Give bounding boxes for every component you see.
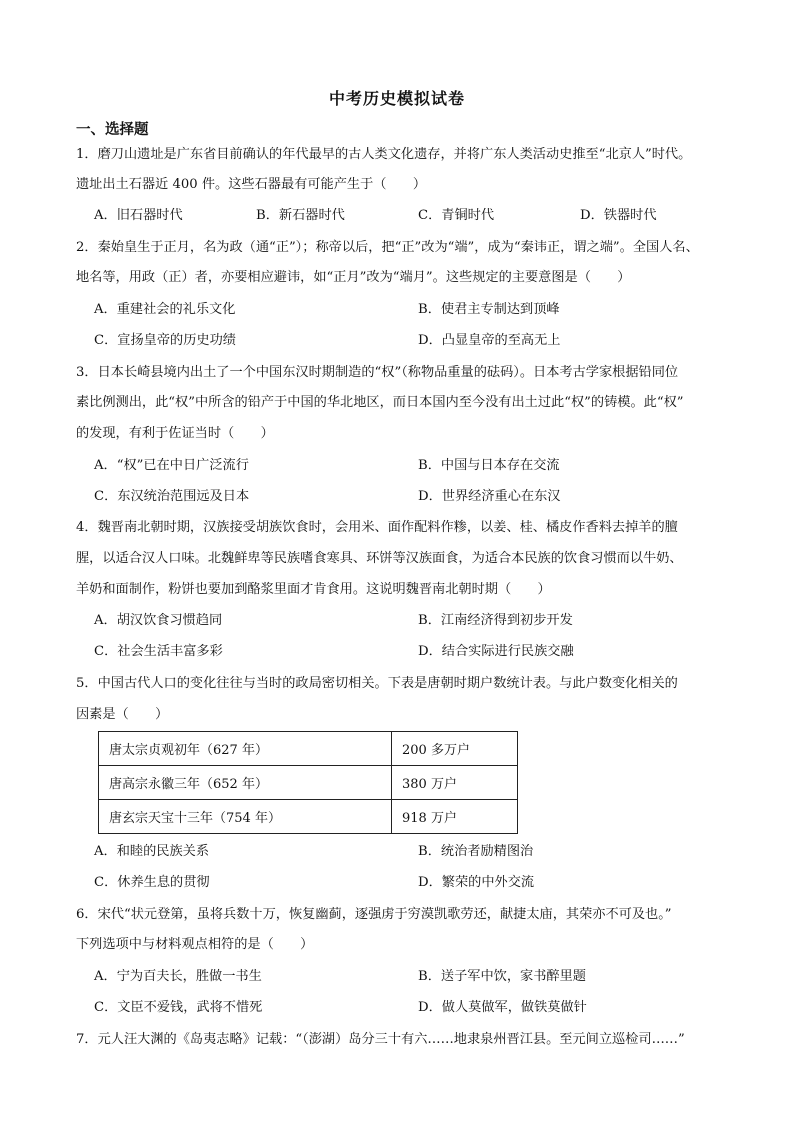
table-row [99, 732, 518, 766]
question-3-line-3: 的发现，有利于佐证当时（ ） [76, 426, 274, 441]
question-3-option-d: D．世界经济重心在东汉 [418, 489, 561, 504]
question-5-option-d: D．繁荣的中外交流 [418, 875, 535, 890]
question-2-line-2: 地名等，用政（正）者，亦要相应避讳，如“正月”改为“端月”。这些规定的主要意图是（ ） [76, 270, 631, 285]
question-6-line-2: 下列选项中与材料观点相符的是（ ） [76, 937, 314, 952]
question-1-option-a: A．旧石器时代 [94, 208, 183, 223]
question-5-option-b: B．统治者励精图治 [418, 844, 534, 859]
question-3-option-b: B．中国与日本存在交流 [418, 458, 560, 473]
question-6-option-d: D．做人莫做军，做铁莫做针 [418, 1000, 587, 1015]
question-4-line-2: 腥，以适合汉人口味。北魏鲜卑等民族嗜食寒具、环饼等汉族面食，为适合本民族的饮食习惯而以牛奶、 [76, 551, 683, 566]
question-1-option-d: D．铁器时代 [580, 208, 657, 223]
section-heading: 一、选择题 [76, 122, 149, 138]
question-7-line-1: 7．元人汪大渊的《岛夷志略》记载：“（澎湖）岛分三十有六……地隶泉州晋江县。至元间立巡检司……” [76, 1032, 685, 1047]
table-row [99, 800, 518, 834]
household-table [98, 731, 518, 834]
question-1-line-1: 1．磨刀山遗址是广东省目前确认的年代最早的古人类文化遗存，并将广东人类活动史推至“北京人”时代。 [76, 147, 692, 162]
question-5-line-1: 5．中国古代人口的变化往往与当时的政局密切相关。下表是唐朝时期户数统计表。与此户数变化相关的 [76, 676, 678, 691]
table-cell-period: 唐高宗永徽三年（652 年） [99, 766, 392, 800]
table-cell-households: 380 万户 [392, 766, 518, 800]
table-cell-households: 918 万户 [392, 800, 518, 834]
question-3-option-a: A．“权”已在中日广泛流行 [94, 458, 249, 473]
question-4-option-b: B．江南经济得到初步开发 [418, 613, 573, 628]
question-2-option-b: B．使君主专制达到顶峰 [418, 302, 560, 317]
table-cell-households: 200 多万户 [392, 732, 518, 766]
question-5-option-c: C．休养生息的贯彻 [94, 875, 210, 890]
table-cell-period: 唐太宗贞观初年（627 年） [99, 732, 392, 766]
page-title: 中考历史模拟试卷 [328, 89, 465, 108]
question-2-option-a: A．重建社会的礼乐文化 [94, 302, 236, 317]
question-6-line-1: 6．宋代“状元登第，虽将兵数十万，恢复幽蓟，逐强虏于穷漠凯歌劳还，献捷太庙，其荣亦不可及也。” [76, 907, 672, 922]
question-3-option-c: C．东汉统治范围远及日本 [94, 489, 250, 504]
question-1-line-2: 遗址出土石器近 400 件。这些石器最有可能产生于（ ） [76, 177, 427, 192]
question-4-option-a: A．胡汉饮食习惯趋同 [94, 613, 223, 628]
question-1-option-c: C．青铜时代 [418, 208, 495, 223]
question-3-line-1: 3．日本长崎县境内出土了一个中国东汉时期制造的“权”（称物品重量的砝码）。日本考古学家根据铅同位 [76, 365, 679, 380]
table-row [99, 766, 518, 800]
question-4-line-3: 羊奶和面制作，粉饼也要加到酪浆里面才肯食用。这说明魏晋南北朝时期（ ） [76, 582, 551, 597]
question-5-option-a: A．和睦的民族关系 [94, 844, 210, 859]
question-4-line-1: 4．魏晋南北朝时期，汉族接受胡族饮食时，会用米、面作配料作糁，以姜、桂、橘皮作香料去掉羊的膻 [76, 520, 678, 535]
question-4-option-d: D．结合实际进行民族交融 [418, 644, 574, 659]
question-4-option-c: C．社会生活丰富多彩 [94, 644, 223, 659]
question-2-option-c: C．宣扬皇帝的历史功绩 [94, 333, 236, 348]
question-5-line-2: 因素是（ ） [76, 707, 169, 722]
question-6-option-c: C．文臣不爱钱，武将不惜死 [94, 1000, 263, 1015]
question-2-line-1: 2．秦始皇生于正月，名为政（通“正”）；称帝以后，把“正”改为“端”，成为“秦讳正，谓之端”。全国人名、 [76, 240, 699, 255]
table-cell-period: 唐玄宗天宝十三年（754 年） [99, 800, 392, 834]
question-6-option-b: B．送子军中饮，家书醉里题 [418, 969, 586, 984]
question-3-line-2: 素比例测出，此“权”中所含的铅产于中国的华北地区，而日本国内至今没有出土过此“权”的铸模。此“权” [76, 395, 684, 410]
question-6-option-a: A．宁为百夫长，胜做一书生 [94, 969, 262, 984]
question-1-option-b: B．新石器时代 [256, 208, 345, 223]
question-2-option-d: D．凸显皇帝的至高无上 [418, 333, 561, 348]
